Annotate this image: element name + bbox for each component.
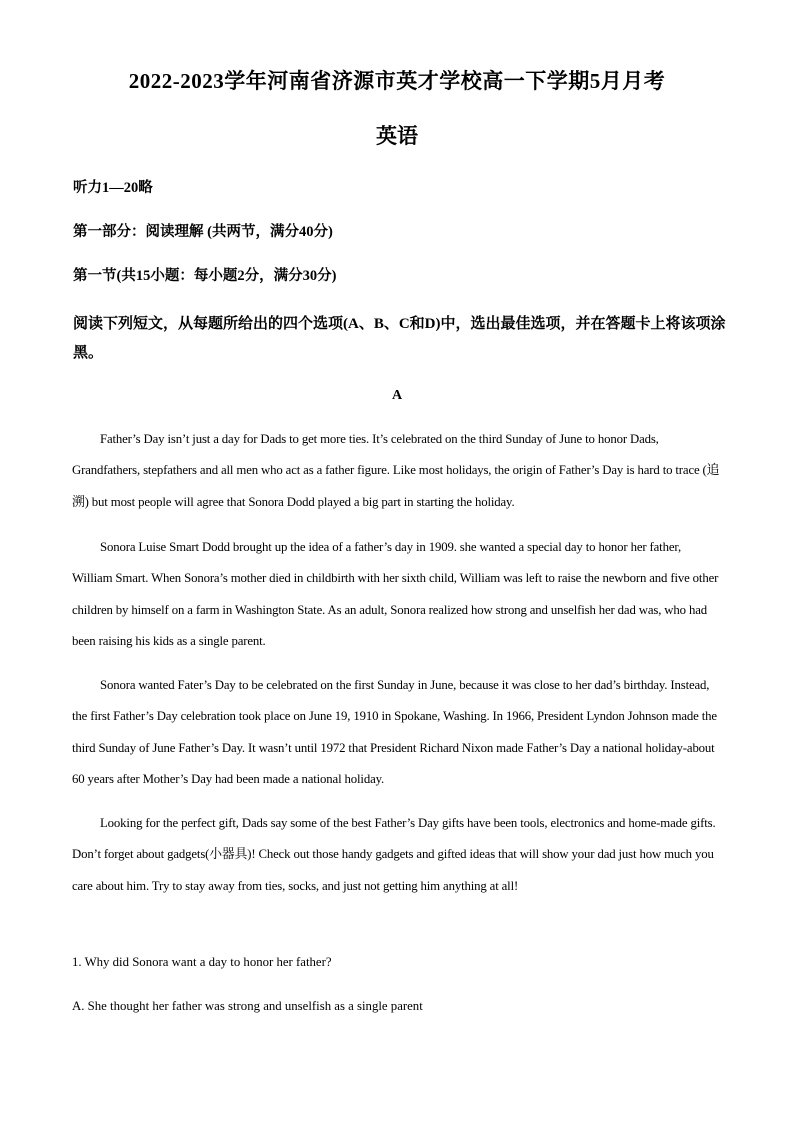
exam-subject: 英语 (376, 124, 418, 148)
exam-title: 2022-2023学年河南省济源市英才学校高一下学期5月月考 (128, 69, 666, 93)
question-1-option-a: A. She thought her father was strong and unselfish as a single parent (72, 999, 423, 1013)
question-1-stem: 1. Why did Sonora want a day to honor her father? (72, 955, 332, 969)
section-one-heading: 第一节(共15小题：每小题2分，满分30分) (73, 268, 337, 284)
passage-label: A (391, 388, 403, 403)
passage-paragraph-3: Sonora wanted Fater’s Day to be celebrated on the first Sunday in June, because it was close to her dad’s birthday. Instead, the first Father’s Day celebration took place on June 19, 1910 in Spokane, Washing. In 1966, President Lyndon Johnson made the third Sunday of June Father’s Day. It wasn’t until 1972 that President Richard Nixon made Father’s Day a national holiday-about 60 years after Mother’s Day had been made a national holiday. (72, 678, 717, 786)
part-one-heading: 第一部分：阅读理解 (共两节，满分40分) (73, 224, 333, 240)
passage-paragraph-1: Father’s Day isn’t just a day for Dads to get more ties. It’s celebrated on the third Sunday of June to honor Dads, Grandfathers, stepfathers and all men who act as a father figure. Like most holidays, the origin of Father’s Day is hard to trace (追溯) but most people will agree that Sonora Dodd played a big part in starting the holiday. (72, 432, 720, 509)
reading-instructions: 阅读下列短文，从每题所给出的四个选项(A、B、C和D)中，选出最佳选项，并在答题卡上将该项涂黑。 (73, 316, 726, 361)
listening-note: 听力1—20略 (73, 180, 153, 196)
passage-paragraph-2: Sonora Luise Smart Dodd brought up the idea of a father’s day in 1909. she wanted a special day to honor her father, William Smart. When Sonora’s mother died in childbirth with her sixth child, William was left to raise the newborn and five other children by himself on a farm in Washington State. As an adult, Sonora realized how strong and unselfish her dad was, who had been raising his kids as a single parent. (72, 540, 719, 648)
passage-paragraph-4: Looking for the perfect gift, Dads say some of the best Father’s Day gifts have been tools, electronics and home-made gifts. Don’t forget about gadgets(小器具)! Check out those handy gadgets and gifted ideas that will show your dad just how much you care about him. Try to stay away from ties, socks, and just not getting him anything at all! (72, 816, 716, 893)
